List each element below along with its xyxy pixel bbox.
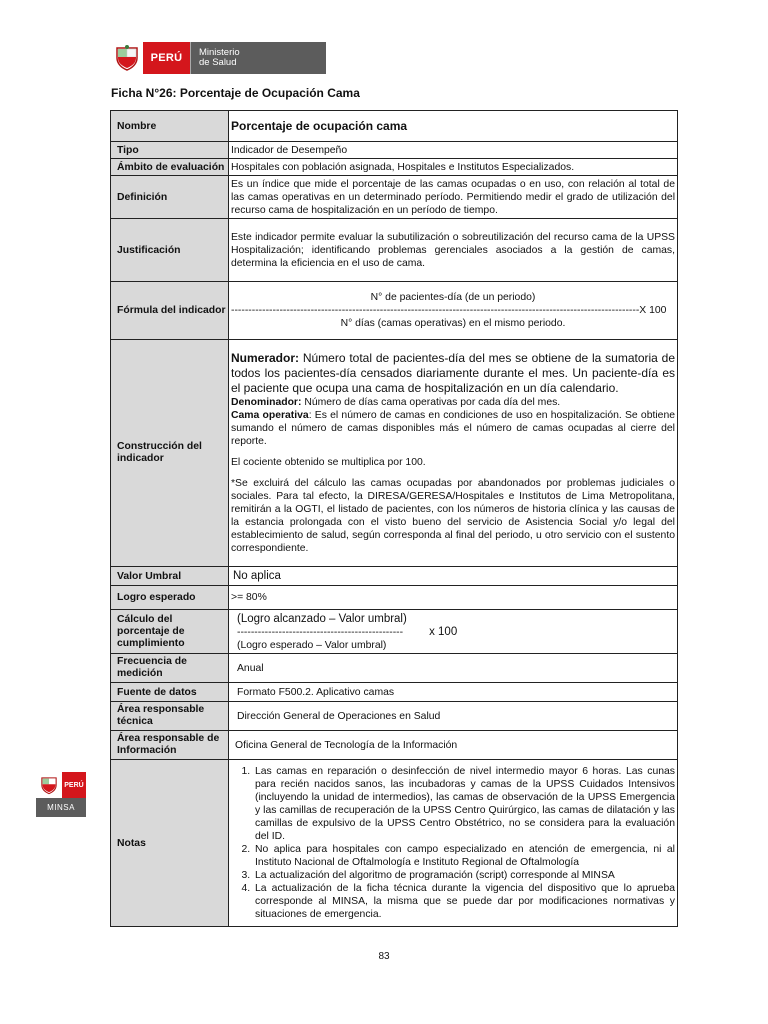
side-peru-label: PERÚ xyxy=(62,772,86,798)
calculo-value xyxy=(229,610,678,654)
numerador-title: Numerador: xyxy=(231,351,300,365)
construccion-value xyxy=(229,340,678,567)
formula-fraction-line: ----------------------------------------------------------------------------------------------------------------------X 100 xyxy=(231,305,667,316)
side-minsa-label: MINSA xyxy=(36,798,86,817)
nombre-text: Porcentaje de ocupación cama xyxy=(231,118,408,133)
denominador-paragraph xyxy=(231,396,675,409)
row-label: Área responsable técnica xyxy=(111,702,229,731)
row-label: Cálculo del porcentaje de cumplimiento xyxy=(111,610,229,654)
row-label: Definición xyxy=(111,176,229,219)
area-tecnica-value: Dirección General de Operaciones en Salud xyxy=(229,702,678,731)
row-label: Tipo xyxy=(111,142,229,159)
coat-of-arms-icon xyxy=(36,772,62,798)
notas-list xyxy=(231,765,675,921)
row-label: Justificación xyxy=(111,219,229,282)
denominador-title: Denominador: xyxy=(231,397,302,408)
table-row xyxy=(111,760,678,927)
row-label: Frecuencia de medición xyxy=(111,654,229,683)
page-number: 83 xyxy=(378,951,390,962)
numerador-text: Número total de pacientes-día del mes se obtiene de la sumatoria de todos los pacientes-día censados diariamente durante el mes. Un paciente-día es el paciente que ocupa una cama de hospitalización en un día calendario. xyxy=(231,351,675,395)
numerador-paragraph xyxy=(231,351,675,396)
table-row xyxy=(111,731,678,760)
fuente-value: Formato F500.2. Aplicativo camas xyxy=(229,683,678,702)
calculo-line-row xyxy=(237,626,675,639)
table-row xyxy=(111,176,678,219)
denominador-text: Número de días cama operativas por cada día del mes. xyxy=(301,397,561,408)
cama-paragraph xyxy=(231,409,675,448)
coat-of-arms-icon xyxy=(111,42,143,74)
table-row xyxy=(111,683,678,702)
list-item: 4. La actualización de la ficha técnica durante la vigencia del dispositivo que lo aprueba corresponde al MINSA, la misma que se puede dar por modificaciones normativas y situaciones de emergencia. xyxy=(253,882,675,921)
table-row xyxy=(111,111,678,142)
table-row xyxy=(111,340,678,567)
calculo-bottom: (Logro esperado – Valor umbral) xyxy=(237,639,387,651)
row-label: Construcción del indicador xyxy=(111,340,229,567)
row-label: Ámbito de evaluación xyxy=(111,159,229,176)
logro-value: >= 80% xyxy=(229,586,678,610)
cama-title: Cama operativa xyxy=(231,410,309,421)
cama-text: : Es el número de camas en condiciones de uso en hospitalización. Se obtiene sumando el número de camas disponibles más el número de camas ocupadas al cierre del reporte. xyxy=(231,410,676,447)
ministerio-line-2: de Salud xyxy=(199,57,237,68)
umbral-value: No aplica xyxy=(229,567,678,586)
page-title: Ficha N°26: Porcentaje de Ocupación Cama xyxy=(111,86,360,100)
area-info-value: Oficina General de Tecnología de la Información xyxy=(229,731,678,760)
minsa-side-logo xyxy=(36,772,114,817)
nombre-value xyxy=(229,111,678,142)
table-row xyxy=(111,159,678,176)
table-row xyxy=(111,567,678,586)
calculo-factor: x 100 xyxy=(429,625,458,638)
row-label: Nombre xyxy=(111,111,229,142)
row-label: Fuente de datos xyxy=(111,683,229,702)
ministerio-label xyxy=(190,42,326,74)
table-row xyxy=(111,654,678,683)
formula-numerator: N° de pacientes-día (de un periodo) xyxy=(370,292,536,303)
table-row xyxy=(111,702,678,731)
formula-value xyxy=(229,282,678,340)
row-label: Fórmula del indicador xyxy=(111,282,229,340)
formula-denominator: N° días (camas operativas) en el mismo periodo. xyxy=(340,318,566,329)
peru-label: PERÚ xyxy=(143,42,190,74)
notas-value xyxy=(229,760,678,927)
list-item: 2. No aplica para hospitales con campo especializado en atención de emergencia, ni al Instituto Nacional de Oftalmología e Instituto Regional de Oftalmología xyxy=(253,843,675,869)
calculo-top: (Logro alcanzado – Valor umbral) xyxy=(237,612,407,625)
definicion-value: Es un índice que mide el porcentaje de las camas ocupadas o en uso, con relación al total de las camas operativas en un determinado período. Permitiendo medir el grado de utilización del recurso cama de hospitalización en un período de tiempo. xyxy=(229,176,678,219)
row-label: Valor Umbral xyxy=(111,567,229,586)
ministerio-de-salud-logo xyxy=(111,42,326,74)
table-row xyxy=(111,142,678,159)
tipo-value: Indicador de Desempeño xyxy=(229,142,678,159)
calculo-fraction-line: ------------------------------------------------ xyxy=(237,626,404,638)
table-row xyxy=(111,586,678,610)
table-row xyxy=(111,219,678,282)
table-row xyxy=(111,282,678,340)
ministerio-line-1: Ministerio xyxy=(199,47,240,58)
row-label: Área responsable de Información xyxy=(111,731,229,760)
cociente-text: El cociente obtenido se multiplica por 100. xyxy=(231,457,426,468)
exclusion-text: *Se excluirá del cálculo las camas ocupadas por abandonados por problemas judiciales o sociales. Para tal efecto, la DIRESA/GERESA/Hospitales e Institutos de Lima Metropolitana, remitirán a la OGTI, el listado de pacientes, con los números de historia clínica y las causas de la estancia prolongada con el visto bueno del servicio de Asistencia Social y/o legal del establecimiento de salud, según corresponda al final del periodo, u otro servicio con el sustento correspondiente. xyxy=(231,478,675,554)
ficha-table xyxy=(110,110,678,927)
list-item: 3. La actualización del algoritmo de programación (script) corresponde al MINSA xyxy=(253,869,675,882)
table-row xyxy=(111,610,678,654)
frecuencia-value: Anual xyxy=(229,654,678,683)
row-label: Notas xyxy=(111,760,229,927)
ambito-value: Hospitales con población asignada, Hospitales e Institutos Especializados. xyxy=(229,159,678,176)
list-item: 1. Las camas en reparación o desinfección de nivel intermedio mayor 6 horas. Las cunas para recién nacidos sanos, las incubadoras y camas de la UPSS Cuidados Intensivos (incluyendo la unidad de intermedios), las camas de observación de la UPSS Emergencia y las camillas de recuperación de la UPSS Centro Quirúrgico, las camas de dilatación y las camillas de expulsivo de la UPSS Centro Obstétrico, no se considera para la evaluación del ID. xyxy=(253,765,675,843)
row-label: Logro esperado xyxy=(111,586,229,610)
justificacion-value: Este indicador permite evaluar la subutilización o sobreutilización del recurso cama de la UPSS Hospitalización; identificando problemas gerenciales asociados a la gestión de camas, determina la eficiencia en el uso de cama. xyxy=(229,219,678,282)
